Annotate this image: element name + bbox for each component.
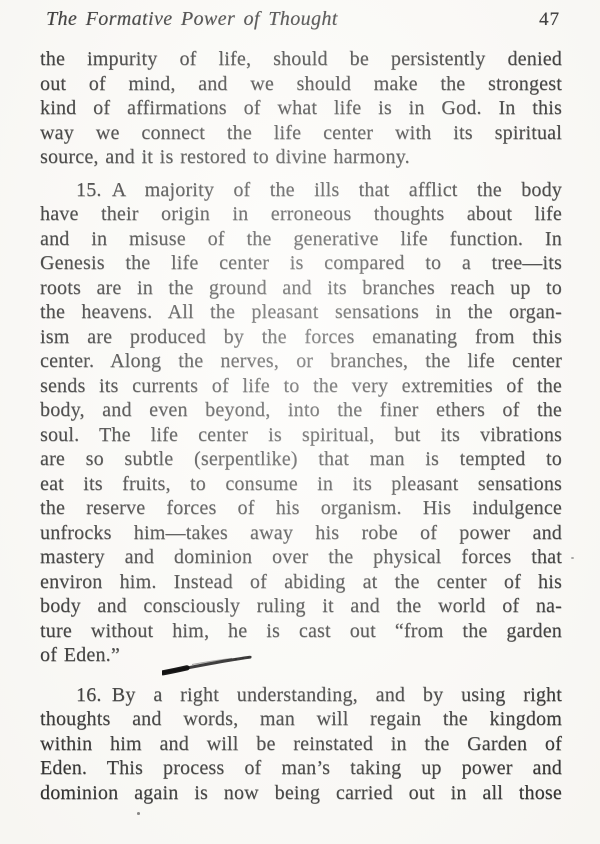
text-line: 15. A majority of the ills that afflict the body xyxy=(76,178,562,201)
text-line: mastery and dominion over the physical forces that xyxy=(40,546,562,568)
running-head-title: The Formative Power of Thought xyxy=(46,8,338,30)
text-line: ture without him, he is cast out “from the garden xyxy=(40,619,562,642)
text-line: source, and it is restored to divine harmony. xyxy=(40,146,410,168)
text-line: the impurity of life, should be persistently denied xyxy=(40,48,562,70)
paragraph xyxy=(40,47,562,170)
text-line: and in misuse of the generative life function. In xyxy=(40,227,562,250)
ink-speck xyxy=(137,812,140,815)
text-line: soul. The life center is spiritual, but its vibrations xyxy=(40,423,562,446)
ink-speck xyxy=(571,557,574,559)
text-line: center. Along the nerves, or branches, the life center xyxy=(40,350,562,372)
text-line: the reserve forces of his organism. His indulgence xyxy=(40,497,562,519)
text-line: thoughts and words, man will regain the kingdom xyxy=(40,708,562,730)
text-line: eat its fruits, to consume in its pleasant sensations xyxy=(40,472,562,495)
running-header xyxy=(0,0,600,31)
paragraph xyxy=(40,178,562,668)
text-line: body, and even beyond, into the finer ethers of the xyxy=(40,399,562,421)
text-line: sends its currents of life to the very extremities of the xyxy=(40,374,562,397)
text-line: are so subtle (serpentlike) that man is tempted to xyxy=(40,448,562,470)
text-line: of Eden.” xyxy=(40,644,120,666)
page-number: 47 xyxy=(539,9,560,30)
text-line: the heavens. All the pleasant sensations in the organ- xyxy=(40,301,562,323)
text-line: within him and will be reinstated in the Garden of xyxy=(40,732,562,755)
page-body xyxy=(40,47,562,805)
text-line: Eden. This process of man’s taking up power and xyxy=(40,757,562,779)
text-line: way we connect the life center with its spiritual xyxy=(40,121,562,144)
text-line: have their origin in erroneous thoughts about life xyxy=(40,203,562,225)
text-line: ism are produced by the forces emanating from this xyxy=(40,325,562,348)
text-line: kind of affirmations of what life is in God. In this xyxy=(40,97,562,119)
text-line: Genesis the life center is compared to a tree—its xyxy=(40,252,562,274)
text-line: dominion again is now being carried out in all those xyxy=(40,781,562,804)
text-line: out of mind, and we should make the strongest xyxy=(40,72,562,95)
text-line: body and consciously ruling it and the world of na- xyxy=(40,595,562,617)
paragraph xyxy=(40,683,562,806)
text-line: 16. By a right understanding, and by using right xyxy=(76,683,562,706)
text-line: environ him. Instead of abiding at the center of his xyxy=(40,570,562,593)
text-line: roots are in the ground and its branches reach up to xyxy=(40,276,562,299)
text-line: unfrocks him—takes away his robe of power and xyxy=(40,521,562,544)
